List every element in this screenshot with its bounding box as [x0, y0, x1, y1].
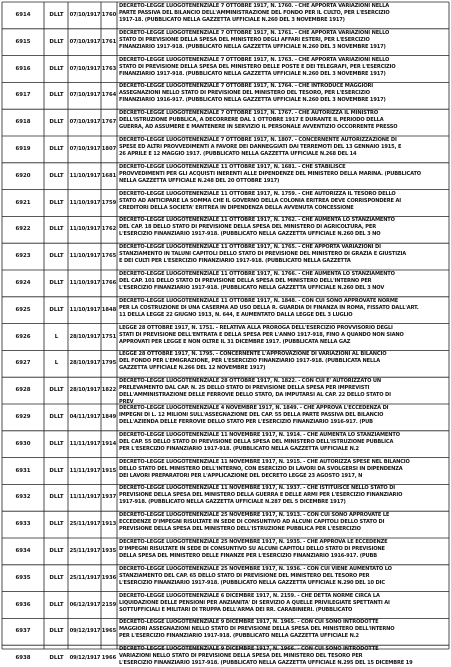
description-line: NELLA GAZZETTA UFFICIALE N.248 DEL 20 OTTOBRE 1917) — [119, 177, 280, 184]
record-number: 6918 — [15, 119, 31, 126]
act-date: 09/12/1917 — [69, 628, 101, 635]
record-number: 6930 — [15, 440, 31, 447]
description-line: DECRETO-LEGGE LUOGOTENENZIALE 11 NOVEMBRE 1917, N. 1937. - CHE ISTITUISCE NELLO STATO DI — [119, 485, 396, 492]
description-line: STATO DI PREVISIONE DELLA SPESA DEL MINISTERO DELLE POSTE E DEI TELEGRAFI, PER L'ESERCIZIO — [119, 63, 396, 70]
description-line: DECRETO-LEGGE LUOGOTENENZIALE 7 OTTOBRE 1917, N. 1767. - CHE AUTORIZZA IL MINISTRO — [119, 110, 378, 117]
act-code: 1761 — [101, 38, 117, 45]
act-code: 1914 — [101, 440, 117, 447]
description-line: STATO DI PREVISIONE DELLA SPESA DEL MINISTERO DEGLI AFFARI ESTERI, PER L'ESERCIZIO — [119, 36, 370, 43]
act-date: 11/11/1917 — [69, 494, 101, 501]
act-date: 11/10/1917 — [69, 279, 101, 286]
act-code: 1913 — [101, 521, 117, 528]
act-date: 11/10/1917 — [69, 172, 101, 179]
description-line: DECRETO-LEGGE LUOGOTENENZIALE 28 OTTOBRE 1917, N. 1822. - CON CUI E' AUTORIZZATO UN — [119, 378, 381, 385]
record-number: 6925 — [15, 306, 31, 313]
act-code: 1822 — [101, 387, 117, 394]
act-date: 25/11/1917 — [69, 521, 101, 528]
act-code: 1848 — [101, 306, 117, 313]
act-description — [119, 3, 449, 24]
act-date: 11/10/1917 — [69, 226, 101, 233]
act-code: 1763 — [101, 65, 117, 72]
description-line: DECRETO-LEGGE LUOGOTENENZIALE 25 NOVEMBRE 1917, N. 1913. - CON CUI SONO APPROVATE LE — [119, 512, 390, 519]
description-line: DECRETO-LEGGE LUOGOTENENZIALE 9 DICEMBRE 1917, N. 1965. - CON CUI SONO INTRODOTTE — [119, 619, 379, 626]
act-type: DLLT — [49, 199, 64, 206]
act-code: 1807 — [101, 145, 117, 152]
act-description — [119, 459, 449, 480]
description-line: ASSEGNAZIONI NELLO STATO DI PREVISIONE DEL MINISTERO DEL TESORO, PER L'ESERCIZIO — [119, 90, 370, 97]
act-description — [119, 298, 449, 319]
description-line: ECCEDENZE D'IMPEGNI RISULTATE IN SEDE DI CONSUNTIVO AD ALCUNI CAPITOLI DELLO STATO DI — [119, 519, 385, 526]
description-line: D'IMPEGNI RISULTATE IN SEDE DI CONSUNTIVO SU ALCUNI CAPITOLI DELLO STATO DI PREVISIONE — [119, 546, 385, 552]
act-date: 25/11/1917 — [69, 574, 101, 581]
act-description — [119, 646, 449, 667]
act-date: 11/11/1917 — [69, 440, 101, 447]
description-line: PARTE PASSIVA DEL BILANCIO DELL'AMMINISTRAZIONE DEL FONDO PER IL CULTO, PER L'ESERCIZIO — [119, 10, 390, 16]
description-line: DECRETO-LEGGE LUOGOTENENZIALE 11 OTTOBRE 1917, N. 1759. - CHE AUTORIZZA IL TESORO DELLO — [119, 190, 396, 197]
act-code: 1966 — [101, 655, 117, 662]
act-date: 11/10/1917 — [69, 253, 101, 260]
act-code: 1936 — [101, 574, 117, 581]
act-date: 09/12/1917 — [69, 655, 101, 662]
act-code: 1765 — [101, 253, 117, 260]
description-line: STANZIAMENTO IN TALUNI CAPITOLI DELLO STATO DI PREVISIONE DEL MINISTERO DI GRAZIA E GIUSTIZIA — [119, 251, 407, 258]
description-line: DECRETO-LEGGE LUOGOTENENZIALE 11 NOVEMBRE 1917, N. 1915. - CHE AUTORIZZA SPESE NEL BILANCIO — [119, 458, 410, 465]
description-line: 11 DELLA LEGGE 22 GIUGNO 1913, N. 644, E AUMENTATO DALLA LEGGE DEL 3 LUGLIO — [119, 311, 353, 318]
act-code: 1751 — [101, 333, 117, 340]
act-description — [119, 110, 449, 131]
description-line: PREVISIONE DELLA SPESA DEL MINISTERO DELL'ISTRUZIONE PUBBLICA PER L'ESERCIZIO — [119, 526, 361, 533]
record-number: 6920 — [15, 172, 31, 179]
description-line: L'ESERCIZIO FINANZIARIO 1917-918. (PUBBLICATO NELLA GAZZETTA UFFICIALE N.260 DEL 3 NO — [119, 231, 381, 238]
description-line: LIQUIDAZIONE DELLE PENSIONI PER ANZIANITA' DI SERVIZIO A QUELLE PRIVILEGIATE SPETTANTI AI — [119, 599, 390, 606]
description-line: PER L'ESERCIZIO FINANZIARIO 1917-918. (PUBBLICATO NELLA GAZZETTA UFFICIALE N.2 — [119, 633, 359, 640]
act-type: DLLT — [49, 601, 64, 608]
act-date: 11/10/1917 — [69, 306, 101, 313]
act-code: 1759 — [101, 199, 117, 206]
record-number: 6917 — [15, 92, 31, 99]
act-date: 07/10/1917 — [69, 92, 101, 99]
act-code: 2159 — [101, 601, 117, 608]
description-line: PREVISIONE DELLA SPESA DEL MINISTERO DELLA GUERRA E DELLE ARMI PER L'ESERCIZIO FINANZIARIO — [119, 492, 403, 499]
act-description — [119, 271, 449, 292]
description-line: GAZZETTA UFFICIALE N.266 DEL 12 NOVEMBRE 1917) — [119, 365, 266, 372]
act-date: 07/10/1917 — [69, 119, 101, 126]
act-type: DLLT — [49, 172, 64, 179]
act-type: L — [54, 333, 59, 340]
act-code: 1935 — [101, 547, 117, 554]
act-type: DLLT — [49, 306, 64, 313]
act-date: 11/11/1917 — [69, 467, 101, 474]
description-line: DECRETO-LEGGE LUOGOTENENZIALE 7 OTTOBRE 1917, N. 1763. - CHE APPORTA VARIAZIONI NELLO — [119, 56, 390, 63]
act-type: DLLT — [49, 387, 64, 394]
act-description — [119, 485, 449, 506]
description-line: DECRETO-LEGGE LUOGOTENENZIALE 11 OTTOBRE 1917, N. 1766. - CHE AUMENTA LO STANZIAMENTO — [119, 271, 395, 277]
act-code: 1849 — [101, 413, 117, 420]
record-number: 6916 — [15, 65, 31, 72]
description-line: STANZIAMENTO DEL CAP. 65 DELLO STATO DI PREVISIONE DEL MINISTERO DEL TESORO PER — [119, 572, 370, 579]
record-number: 6919 — [15, 145, 31, 152]
act-description — [119, 432, 449, 453]
description-line: DECRETO-LEGGE LUOGOTENENZIALE 11 OTTOBRE 1917, N. 1765. - CHE APPORTA VARIAZIONI DI — [119, 244, 381, 251]
act-code: 1965 — [101, 628, 117, 635]
description-line: DECRETO-LEGGE LUOGOTENENZIALE 25 NOVEMBRE 1917, N. 1935. - CHE APPROVA LE ECCEDENZE — [119, 539, 388, 545]
act-description — [119, 217, 449, 238]
act-code: 1767 — [101, 119, 117, 126]
act-type: DLLT — [49, 467, 64, 474]
record-number: 6938 — [15, 655, 31, 662]
act-date: 28/10/1917 — [69, 333, 101, 340]
act-type: DLLT — [49, 145, 64, 152]
description-line: DEI LAVORI PREPARATORI PER L'APPLICAZIONE DEL DECRETO LEGGE 23 AGOSTO 1917, N — [119, 472, 363, 479]
record-number: 6935 — [15, 574, 31, 581]
act-description — [119, 164, 449, 185]
description-line: 1917-918. (PUBBLICATO NELLA GAZZETTA UFFICIALE N.287 DEL 5 DICEMBRE 1917) — [119, 499, 346, 506]
description-line: 26 APRILE E 12 MAGGIO 1917. (PUBBLICATO NELLA GAZZETTA UFFICIALE N.268 DEL 14 — [119, 151, 357, 157]
act-type: DLLT — [49, 226, 64, 233]
description-line: DECRETO-LEGGE LUOGOTENENZIALE 9 DICEMBRE 1917, N. 1966. - CON CUI SONO INTRODOTTE — [119, 646, 379, 653]
act-type: DLLT — [49, 279, 64, 286]
act-type: DLLT — [49, 440, 64, 447]
description-line: PROVVEDIMENTI PER GLI ACQUISTI INERENTI ALLE DIPENDENZE DEL MINISTERO DELLA MARINA. (PUBBLICATO — [119, 170, 421, 177]
description-line: FINANZIARIO 1917-918. (PUBBLICATO NELLA GAZZETTA UFFICIALE N.260 DEL 3 NOVEMBRE 1917) — [119, 70, 386, 77]
act-type: L — [54, 360, 59, 367]
description-line: DECRETO-LEGGE LUOGOTENENZIALE 11 NOVEMBRE 1917, N. 1914. - CHE AUMENTA LO STANZIAMENTO — [119, 431, 400, 438]
record-number: 6933 — [15, 521, 31, 528]
description-line: DECRETO-LEGGE LUOGOTENENZIALE 4 NOVEMBRE 1917, N. 1849. - CHE APPROVA L'ECCEDENZA DI — [119, 405, 389, 411]
act-code: 1760 — [101, 11, 117, 18]
act-type: DLLT — [49, 574, 64, 581]
description-line: DECRETO-LEGGE LUOGOTENENZIALE 6 DICEMBRE 1917, N. 2159. - CHE DETTA NORME CIRCA LA — [119, 592, 380, 599]
description-line: DECRETO-LEGGE LUOGOTENENZIALE 7 OTTOBRE 1917, N. 1761. - CHE APPORTA VARIAZIONI NELLO — [119, 29, 390, 36]
description-line: 1917-18. (PUBBLICATO NELLA GAZZETTA UFFICIALE N.260 DEL 3 NOVEMBRE 1917) — [119, 17, 345, 23]
description-line: L'ESERCIZIO FINANZIARIO 1917-918. (PUBBLICATO NELLA GAZZETTA UFFICIALE N.295 DEL 15 DICEMBRE 19 — [119, 660, 413, 667]
record-number: 6924 — [15, 279, 31, 286]
record-number: 6931 — [15, 467, 31, 474]
description-line: DELL'ISTRUZIONE PUBBLICA, A DECORRERE DAL 1 OTTOBRE 1917 E DURANTE IL PERIODO DELLA — [119, 117, 384, 124]
act-type: DLLT — [49, 92, 64, 99]
act-description — [119, 244, 449, 265]
description-line: PREV — [119, 399, 134, 406]
description-line: SPESE ED ALTRI PROVVEDIMENTI A FAVORE DEI DANNEGGIATI DAI TERREMOTI DEL 13 GENNAIO 1915, E — [119, 144, 402, 150]
description-line: DELL'AMMINISTRAZIONE DELLE FERROVIE DELLO STATO, DA IMPUTARSI AL CAP. 22 DELLO STATO DI — [119, 392, 391, 399]
act-description — [119, 351, 449, 372]
act-code: 1937 — [101, 494, 117, 501]
act-description — [119, 57, 449, 78]
act-description — [119, 539, 449, 560]
act-date: 28/10/1917 — [69, 387, 101, 394]
act-type: DLLT — [49, 413, 64, 420]
act-type: DLLT — [49, 521, 64, 528]
record-number: 6927 — [15, 360, 31, 367]
act-type: DLLT — [49, 547, 64, 554]
act-type: DLLT — [49, 119, 64, 126]
act-date: 07/10/1917 — [69, 11, 101, 18]
act-code: 1795 — [101, 360, 117, 367]
act-type: DLLT — [49, 11, 64, 18]
description-line: DEL CAP. 18 DELLO STATO DI PREVISIONE DELLA SPESA DEL MINISTERO DI AGRICOLTURA, PER — [119, 224, 376, 231]
act-description — [119, 566, 449, 587]
description-line: MAGGIORI ASSEGNAZIONI NELLO STATO DI PREVISIONE DELLA SPESA DEL MINISTERO DELL'INTERNO — [119, 626, 395, 633]
record-number: 6934 — [15, 547, 31, 554]
act-date: 07/10/1917 — [69, 145, 101, 152]
description-line: GUERRA, AD ASSUMERE E MANTENERE IN SERVIZIO IL PERSONALE AVVENTIZIO OCCORRENTE PRESSO — [119, 124, 398, 131]
description-line: DECRETO-LEGGE LUOGOTENENZIALE 11 OTTOBRE 1917, N. 1848. - CON CUI SONO APPROVATE NORME — [119, 297, 399, 304]
description-line: DECRETO-LEGGE LUOGOTENENZIALE 7 OTTOBRE 1917, N. 1807. - CONCERNENTE AUTORIZZAZIONE DI — [119, 137, 397, 143]
record-number: 6921 — [15, 199, 31, 206]
act-description — [119, 325, 449, 346]
act-type: DLLT — [49, 38, 64, 45]
description-line: DECRETO-LEGGE LUOGOTENENZIALE 7 OTTOBRE 1917, N. 1764. - CHE INTRODUCE MAGGIORI — [119, 83, 374, 90]
act-date: 04/11/1917 — [69, 413, 101, 420]
record-number: 6914 — [15, 11, 31, 18]
description-line: DEL FONDO PER L'EMIGRAZIONE, PER L'ESERCIZIO FINANZIARIO 1917-918. (PUBBLICATA NELLA — [119, 358, 380, 365]
act-date: 07/10/1917 — [69, 65, 101, 72]
act-code: 1762 — [101, 226, 117, 233]
description-line: STATO AD ANTICIPARE LA SOMMA CHE IL GOVERNO DELLA COLONIA ERITREA DEVE CORRISPONDERE AI — [119, 197, 401, 204]
record-number: 6926 — [15, 333, 31, 340]
description-line: SOTTUFFICIALI E MILITARI DI TRUPPA DELL'ARMA DEI RR. CARABINIERI. (PUBBLICATO — [119, 606, 353, 613]
description-line: DECRETO-LEGGE LUOGOTENENZIALE 11 OTTOBRE 1917, N. 1762. - CHE AUMENTA LO STANZIAMENTO — [119, 217, 395, 224]
description-line: DEL CAP. 101 DELLO STATO DI PREVISIONE DELLA SPESA DEL MINISTERO DELL'INTERNO PER — [119, 278, 372, 284]
description-line: CREDITORI DELLA SOCIETA' ERITREA IN DIPENDENZA DELLA AVVENUTA CONCESSIONE — [119, 204, 354, 211]
act-type: DLLT — [49, 494, 64, 501]
act-code: 1915 — [101, 467, 117, 474]
record-number: 6936 — [15, 601, 31, 608]
act-description — [119, 191, 449, 212]
record-number: 6928 — [15, 387, 31, 394]
description-line: PER LA COSTRUZIONE DI UNA CASERMA AD USO DELLA R. GUARDIA DI FINANZA IN ROMA, FISSATO DALL'ART. — [119, 304, 419, 311]
description-line: DELLO STATO DEL MINISTERO DELL'INTERNO, CON ESERCIZIO DI LAVORI DA SVOLGERSI IN DIPENDENZA — [119, 465, 403, 472]
act-description — [119, 593, 449, 614]
record-number: 6932 — [15, 494, 31, 501]
description-line: DECRETO-LEGGE LUOGOTENENZIALE 25 NOVEMBRE 1917, N. 1936. - CON CUI VIENE AUMENTATO LO — [119, 565, 392, 572]
record-number: 6915 — [15, 38, 31, 45]
act-date: 11/10/1917 — [69, 199, 101, 206]
act-type: DLLT — [49, 253, 64, 260]
description-line: PER L'ESERCIZIO FINANZIARIO 1917-918. (PUBBLICATO NELLA GAZZETTA UFFICIALE N.2 — [119, 445, 359, 452]
description-line: DEL CAP. 55 DELLO STATO DI PREVISIONE DELLA SPESA DEL MINISTERO DELL'ISTRUZIONE PUBBLICA — [119, 438, 394, 445]
description-line: DELL'AZIENDA DELLE FERROVIE DELLO STATO PER L'ESERCIZIO FINANZIARIO 1916-917. (PUB — [119, 419, 373, 425]
act-type: DLLT — [49, 65, 64, 72]
act-description — [119, 619, 449, 640]
record-number: 6929 — [15, 413, 31, 420]
description-line: IMPEGNI DI L. 12 MILIONI SULL'ASSEGNAZIONE DEL CAP. 55 DELLA PARTE PASSIVA DEL BILANCIO — [119, 412, 384, 418]
description-line: L'ESERCIZIO FINANZIARIO 1917-918. (PUBBLICATO NELLA GAZZETTA UFFICIALE N.290 DEL 10 DIC — [119, 579, 385, 586]
act-description — [119, 137, 449, 158]
act-description — [119, 30, 449, 51]
description-line: APPROVATI PER LEGGE E NON OLTRE IL 31 DICEMBRE 1917. (PUBBLICATA NELLA GAZ — [119, 338, 351, 345]
act-date: 06/12/1917 — [69, 601, 101, 608]
act-date: 07/10/1917 — [69, 38, 101, 45]
description-line: FINANZIARIO 1917-918. (PUBBLICATO NELLA GAZZETTA UFFICIALE N.260 DEL 3 NOVEMBRE 1917) — [119, 43, 386, 50]
act-description — [119, 405, 449, 426]
act-date: 25/11/1917 — [69, 547, 101, 554]
description-line: LEGGE 28 OTTOBRE 1917, N. 1795. - CONCERNENTE L'APPROVAZIONE DI VARIAZIONI AL BILANCIO — [119, 351, 387, 358]
description-line: LEGGE 28 OTTOBRE 1917, N. 1751. - RELATIVA ALLA PROROGA DELL'ESERCIZIO PROVVISORIO DEGLI — [119, 324, 393, 331]
act-code: 1766 — [101, 279, 117, 286]
description-line: DELLA SPESA DEL MINISTERO DELLE FINANZE PER L'ESERCIZIO FINANZIARIO 1916-917. (PUBB — [119, 553, 377, 559]
description-line: E DEI CULTI PER L'ESERCIZIO FINANZIARIO 1917-918. (PUBBLICATO NELLA GAZZETTA — [119, 258, 351, 265]
act-type: DLLT — [49, 628, 64, 635]
description-line: L'ESERCIZIO FINANZIARIO 1917-918. (PUBBLICATO NELLA GAZZETTA UFFICIALE N.260 DEL 3 NOV — [119, 285, 385, 291]
act-description — [119, 83, 449, 104]
description-line: DECRETO-LEGGE LUOGOTENENZIALE 7 OTTOBRE 1917, N. 1760. - CHE APPORTA VARIAZIONI NELLA — [119, 3, 390, 9]
act-description — [119, 378, 449, 406]
description-line: STATI DI PREVISIONE DELL'ENTRATA E DELLA SPESA PER L'ANNO 1917-918, FINO A QUANDO NON SIANO — [119, 331, 404, 338]
act-code: 1681 — [101, 172, 117, 179]
description-line: VARIAZIONI NELLO STATO DI PREVISIONE DELLA SPESA DEL MINISTERO DEL TESORO PER — [119, 653, 363, 660]
act-code: 1764 — [101, 92, 117, 99]
description-line: FINANZIARIO 1916-917. (PUBBLICATO NELLA GAZZETTA UFFICIALE N.260 DEL 3 NOVEMBRE 1917) — [119, 97, 386, 104]
record-number: 6923 — [15, 253, 31, 260]
description-line: PRELEVAMENTO DAL CAP. N. 25 DELLO STATO DI PREVISIONE DELLA SPESA PER IMPREVISTI — [119, 385, 370, 392]
record-number: 6937 — [15, 628, 31, 635]
act-type: DLLT — [49, 655, 64, 662]
act-date: 28/10/1917 — [69, 360, 101, 367]
act-description — [119, 512, 449, 533]
record-number: 6922 — [15, 226, 31, 233]
description-line: DECRETO-LEGGE LUOGOTENENZIALE 11 OTTOBRE 1917, N. 1681. - CHE STABILISCE — [119, 163, 346, 170]
